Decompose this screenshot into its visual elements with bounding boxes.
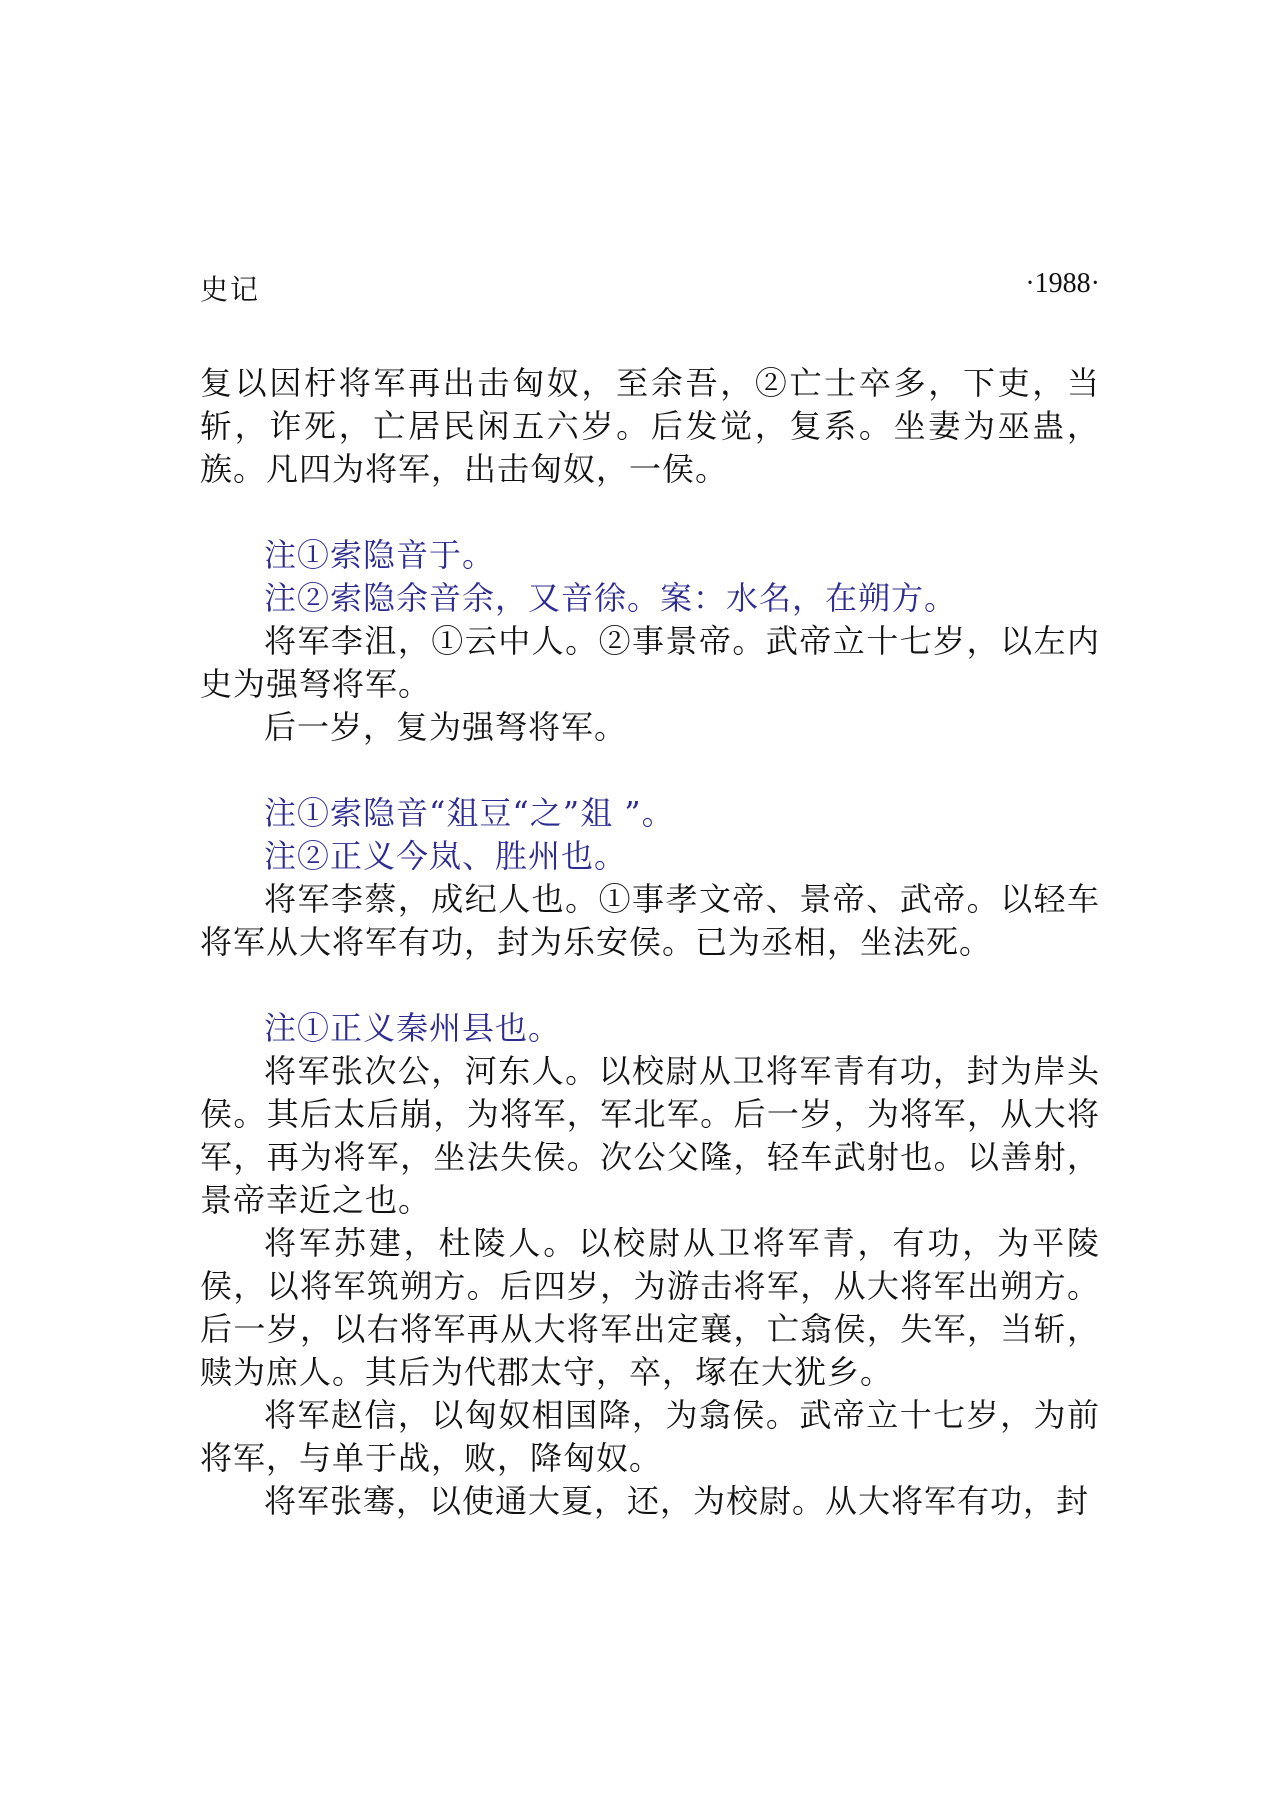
annotation-note: 注②索隐余音余，又音徐。案：水名，在朔方。: [264, 579, 958, 617]
paragraph: 将军赵信，以匈奴相国降，为翕侯。武帝立十七岁，为前将军，与单于战，败，降匈奴。: [200, 1396, 1100, 1477]
paragraph: 将军苏建，杜陵人。以校尉从卫将军青，有功，为平陵侯，以将军筑朔方。后四岁，为游击将军，从大将军出朔方。后一岁，以右将军再从大将军出定襄，亡翕侯，失军，当斩，赎为庶人。其后为代郡太守，卒，塚在大犹乡。: [200, 1224, 1100, 1391]
document-page: [200, 268, 1100, 1523]
paragraph: 将军李沮，①云中人。②事景帝。武帝立十七岁，以左内史为强弩将军。: [200, 622, 1100, 703]
page-number: ·1988·: [1025, 268, 1100, 299]
paragraph-gap: [200, 749, 1100, 792]
page-header: [200, 268, 1100, 328]
paragraph-gap: [200, 964, 1100, 1007]
paragraph-gap: [200, 491, 1100, 534]
paragraph: 将军张骞，以使通大夏，还，为校尉。从大将军有功，封: [264, 1482, 1090, 1520]
annotation-note: 注②正义今岚、胜州也。: [264, 837, 628, 875]
paragraph: 将军李蔡，成纪人也。①事孝文帝、景帝、武帝。以轻车将军从大将军有功，封为乐安侯。已为丞相，坐法死。: [200, 880, 1100, 961]
paragraph: 复以因杅将军再出击匈奴，至余吾，②亡士卒多，下吏，当斩，诈死，亡居民闲五六岁。后发觉，复系。坐妻为巫蛊，族。凡四为将军，出击匈奴，一侯。: [200, 364, 1100, 488]
paragraph: 将军张次公，河东人。以校尉从卫将军青有功，封为岸头侯。其后太后崩，为将军，军北军。后一岁，为将军，从大将军，再为将军，坐法失侯。次公父隆，轻车武射也。以善射，景帝幸近之也。: [200, 1052, 1100, 1219]
annotation-note: 注①正义秦州县也。: [264, 1009, 562, 1047]
body-text: [200, 362, 1100, 1523]
annotation-note: 注①索隐音“爼豆“之”爼 ”。: [264, 794, 675, 832]
annotation-note: 注①索隐音于。: [264, 536, 496, 574]
paragraph: 后一岁，复为强弩将军。: [264, 708, 628, 746]
book-title: 史记: [200, 273, 261, 306]
